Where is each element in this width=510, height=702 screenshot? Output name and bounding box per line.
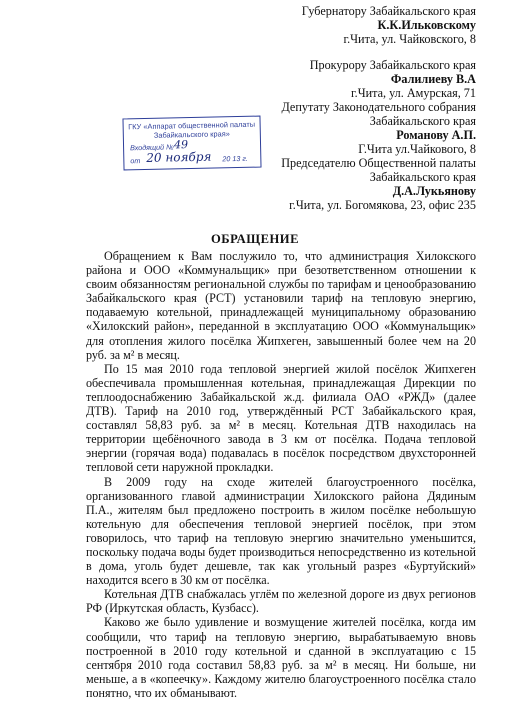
addressee-line: Г.Чита ул.Чайкового, 8 [358,142,476,156]
body-paragraph: По 15 мая 2010 года тепловой энергией жилой посёлок Жипхеген обеспечивала промышленная котельная, принадлежащая Дирекции по теплоодоснабжению Забайкальской ж.д. филиала ОАО «РЖД» (далее ДТВ). Тариф на 2010 год, утверждённый РСТ Забайкальского края, составлял 58,83 руб. за м² в месяц. Котельная ДТВ находилась на территории щебёночного завода в 3 км от посёлка. Подача тепловой энергии (горячая вода) подавалась в посёлок посредством двухсторонней тепловой сети наружной прокладки. [86,361,476,475]
document-title: ОБРАЩЕНИЕ [210,232,300,246]
addressee-name: Фалилиеву В.А [390,72,476,86]
addressee-line: Забайкальского края [369,114,476,128]
addressee-line: г.Чита, ул. Богомякова, 23, офис 235 [289,198,476,212]
body-paragraph: Каково же было удивление и возмущение жителей посёлка, когда им сообщили, что тариф на тепловую энергию, вырабатываемую вновь построенной в 2010 году котельной и сданной в эксплуатацию с 15 сентября 2010 года составил 58,83 руб. за м² в месяц. Ни больше, ни меньше, а в «копеечку». Каждому жителю благоустроенного посёлка стало понятно, что их обманывают. [86,615,476,700]
addressee-line: г.Чита, ул. Амурская, 71 [351,86,476,100]
stamp-year: 20 13 г. [222,153,248,164]
stamp-organization [123,117,259,141]
body-paragraph: В 2009 году на сходе жителей благоустроенного посёлка, организованного главой администрации Хилокского района Дядиным П.А., жителям был предложено построить в жилом посёлке небольшую котельную для обеспечения тепловой энергией посёлок, при этом говорилось, что тариф на тепловую энергию значительно уменьшится, поскольку подача воды будет производиться непосредственно из котельной в дома, уголь будет дешевле, так как угольный разрез «Буртуйский» находится всего в 30 км от посёлка. [86,474,476,588]
addressee-block [281,4,476,212]
addressee-name: Романову А.П. [396,128,476,142]
stamp-incoming-label: Входящий № [129,142,174,153]
body-paragraph: Котельная ДТВ снабжалась углём по железной дороге из двух регионов РФ (Иркутская область, Кузбасс). [86,587,476,616]
addressee-line: Прокурору Забайкальского края [309,58,476,72]
addressee-gap [281,46,476,58]
addressee-name: Д.А.Лукьянову [392,184,476,198]
addressee-line: г.Чита, ул. Чайковского, 8 [343,32,476,46]
addressee-line: Губернатору Забайкальского края [301,4,476,18]
stamp-date-handwritten: 20 ноября [146,149,212,165]
addressee-line: Председателю Общественной палаты [281,156,476,170]
stamp-org-line2: Забайкальского края» [153,129,230,140]
addressee-name: К.К.Ильковскому [377,18,476,32]
stamp-incoming-number: 49 [173,138,189,152]
addressee-line: Забайкальского края [369,170,476,184]
stamp-org-line1: ГКУ «Аппарат общественной палаты [128,119,256,132]
registration-stamp [122,116,261,171]
stamp-date-prefix: от [130,156,141,166]
body-paragraph: Обращением к Вам послужило то, что администрация Хилокского района и ООО «Коммунальщик» при безответственном отношении к своим обязанностям региональной службы по тарифам и ценообразованию Забайкальского края (РСТ) установили тариф на тепловую энергию, подаваемую котельной, принадлежащей муниципальному образованию «Хилокский район», переданной в эксплуатацию ООО «Коммунальщик» для отопления жилого посёлка Жипхеген, завышенный более чем на 20 руб. за м² в месяц. [86,249,476,362]
addressee-line: Депутату Законодательного собрания [281,100,476,114]
document-body [86,249,476,700]
